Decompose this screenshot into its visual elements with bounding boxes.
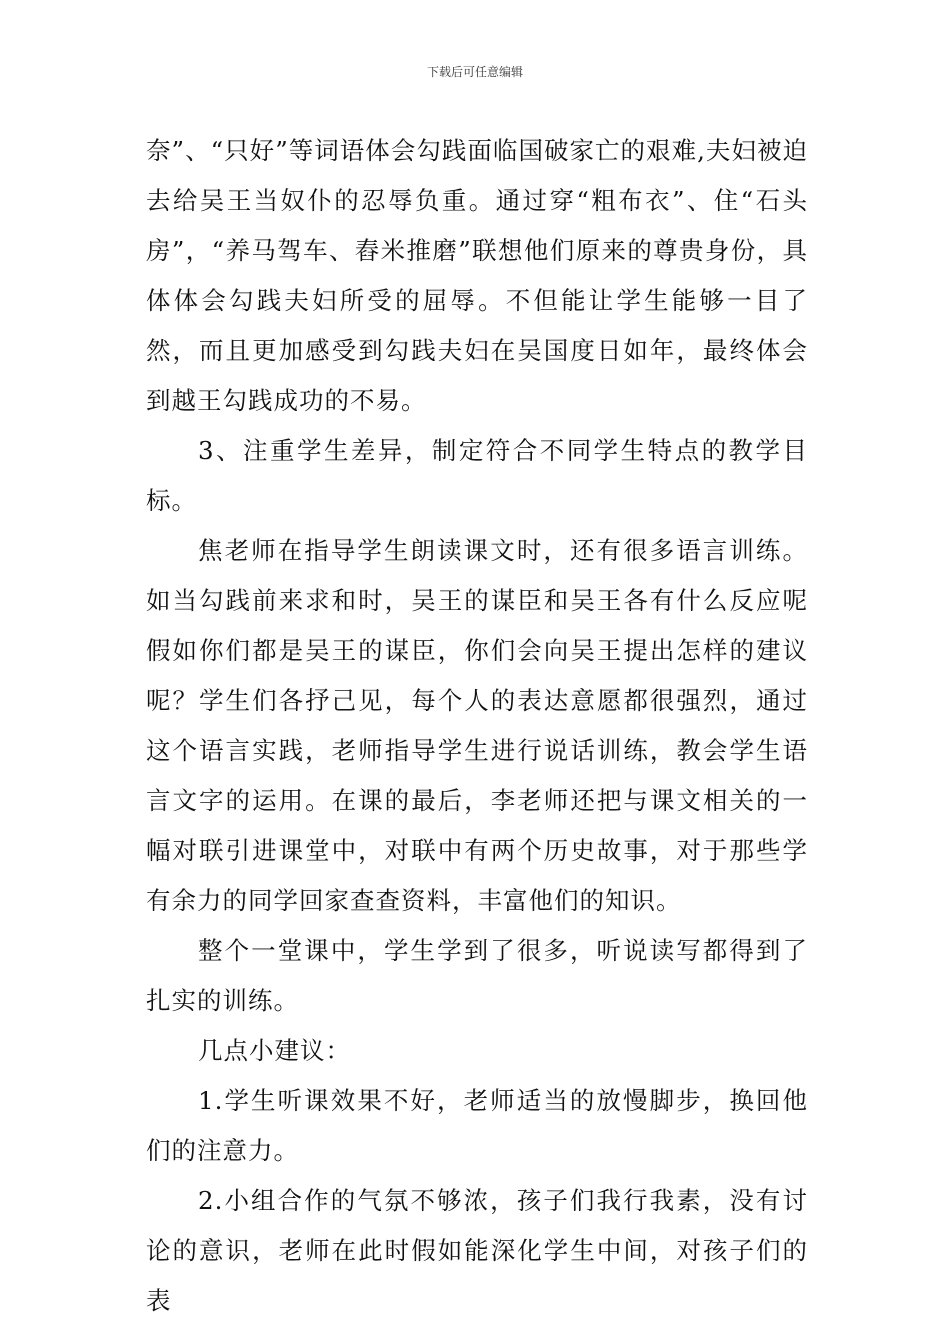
paragraph-5: 几点小建议： [198, 1036, 351, 1065]
page-header-note: 下载后可任意编辑 [426, 65, 523, 79]
paragraph-2: 3、注重学生差异，制定符合不同学生特点的教学目标。 [146, 436, 808, 515]
paragraph-1: 奈”、“只好”等词语体会勾践面临国破家亡的艰难,夫妇被迫去给吴王当奴仆的忍辱负重。通过穿“粗布衣”、住“石头房”，“养马驾车、舂米推磨”联想他们原来的尊贵身份，具体体会勾践夫妇所受的屈辱。不但能让学生能够一目了然，而且更加感受到勾践夫妇在吴国度日如年，最终体会到越王勾践成功的不易。 [146, 136, 808, 415]
paragraph-7: 2.小组合作的气氛不够浓，孩子们我行我素，没有讨论的意识，老师在此时假如能深化学生中间，对孩子们的表 [146, 1186, 808, 1315]
document-body [146, 126, 808, 1326]
paragraph-4: 整个一堂课中，学生学到了很多，听说读写都得到了扎实的训练。 [146, 936, 808, 1015]
paragraph-3: 焦老师在指导学生朗读课文时，还有很多语言训练。如当勾践前来求和时，吴王的谋臣和吴王各有什么反应呢假如你们都是吴王的谋臣，你们会向吴王提出怎样的建议呢？学生们各抒己见，每个人的表达意愿都很强烈，通过这个语言实践，老师指导学生进行说话训练，教会学生语言文字的运用。在课的最后，李老师还把与课文相关的一幅对联引进课堂中，对联中有两个历史故事，对于那些学有余力的同学回家查查资料，丰富他们的知识。 [146, 536, 808, 915]
paragraph-6: 1.学生听课效果不好，老师适当的放慢脚步，换回他们的注意力。 [146, 1086, 808, 1165]
